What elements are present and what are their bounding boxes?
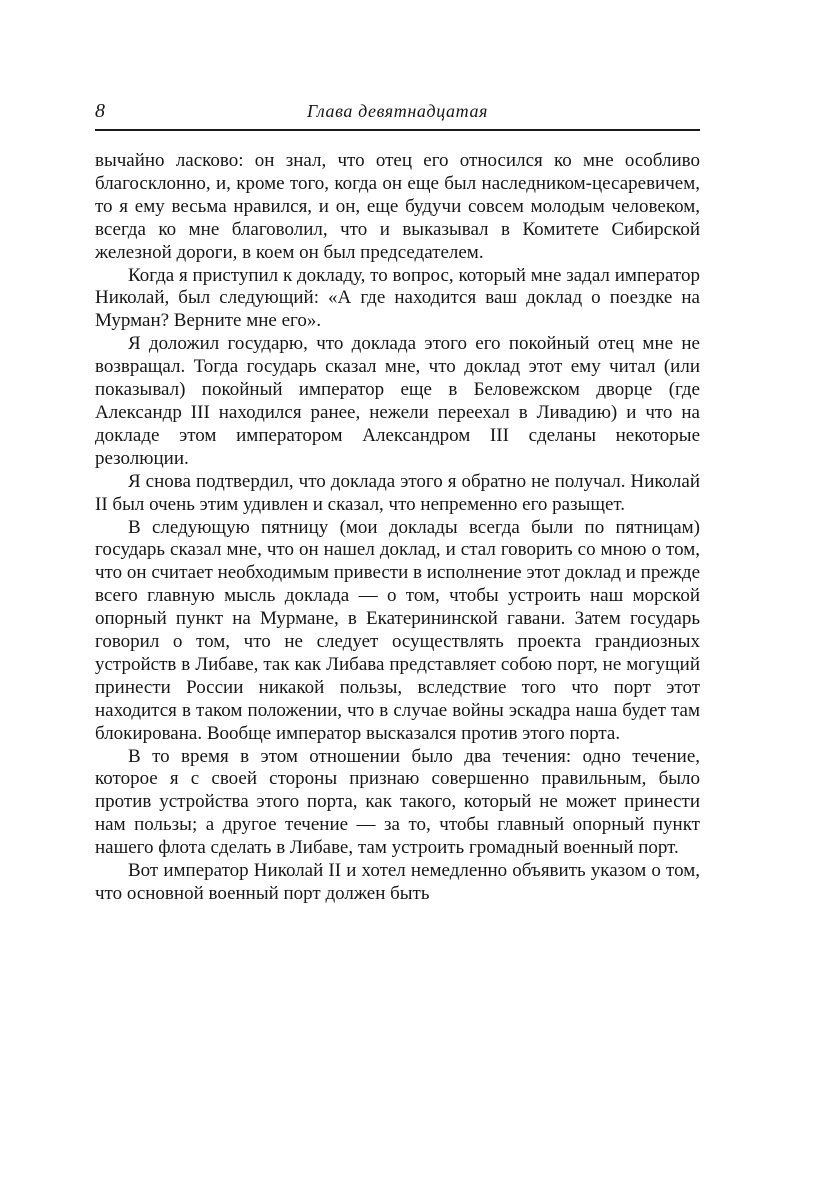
page-number: 8: [95, 100, 105, 122]
paragraph: Я доложил государю, что доклада этого его покойный отец мне не возвращал. Тогда государь сказал мне, что доклад этот ему читал (или показывал) покойный император еще в Беловежском дворце (где Александр III находился ранее, нежели переехал в Ливадию) и что на докладе этом императором Александром III сделаны некоторые резолюции.: [95, 333, 700, 469]
paragraph: В то время в этом отношении было два течения: одно течение, которое я с своей стороны признаю совершенно правильным, было против устройства этого порта, как такого, который не может принести нам пользы; а другое течение — за то, чтобы главный опорный пункт нашего флота сделать в Либаве, там устроить громадный военный порт.: [95, 745, 700, 859]
paragraph: В следующую пятницу (мои доклады всегда были по пятницам) государь сказал мне, что он нашел доклад, и стал говорить со мною о том, что он считает необходимым привести в исполнение этот доклад и прежде всего главную мысль доклада — о том, чтобы устроить наш морской опорный пункт на Мурмане, в Екатерининской гавани. Затем государь говорил о том, что не следует осуществлять проекта грандиозных устройств в Либаве, так как Либава представляет собою порт, не могущий принести России никакой пользы, вследствие того что порт этот находится в таком положении, что в случае войны эскадра наша будет там блокирована. Вообще император высказался против этого порта.: [95, 516, 700, 744]
page-body: [95, 150, 700, 906]
paragraph: Когда я приступил к докладу, то вопрос, который мне задал император Николай, был следующий: «А где находится ваш доклад о поездке на Мурман? Верните мне его».: [95, 264, 700, 332]
paragraph: Я снова подтвердил, что доклада этого я обратно не получал. Николай II был очень этим удивлен и сказал, что непременно его разыщет.: [95, 470, 700, 515]
page-header: [95, 100, 700, 126]
paragraph: Вот император Николай II и хотел немедленно объявить указом о том, что основной военный порт должен быть: [95, 860, 700, 904]
paragraph-continued: вычайно ласково: он знал, что отец его относился ко мне особливо благосклонно, и, кроме того, когда он еще был наследником-цесаревичем, то я ему весьма нравился, и он, еще будучи совсем молодым человеком, всегда ко мне благоволил, что и выказывал в Комитете Сибирской железной дороги, в коем он был председателем.: [95, 150, 700, 263]
chapter-title: Глава девятнадцатая: [306, 101, 489, 121]
header-divider: [95, 129, 700, 131]
